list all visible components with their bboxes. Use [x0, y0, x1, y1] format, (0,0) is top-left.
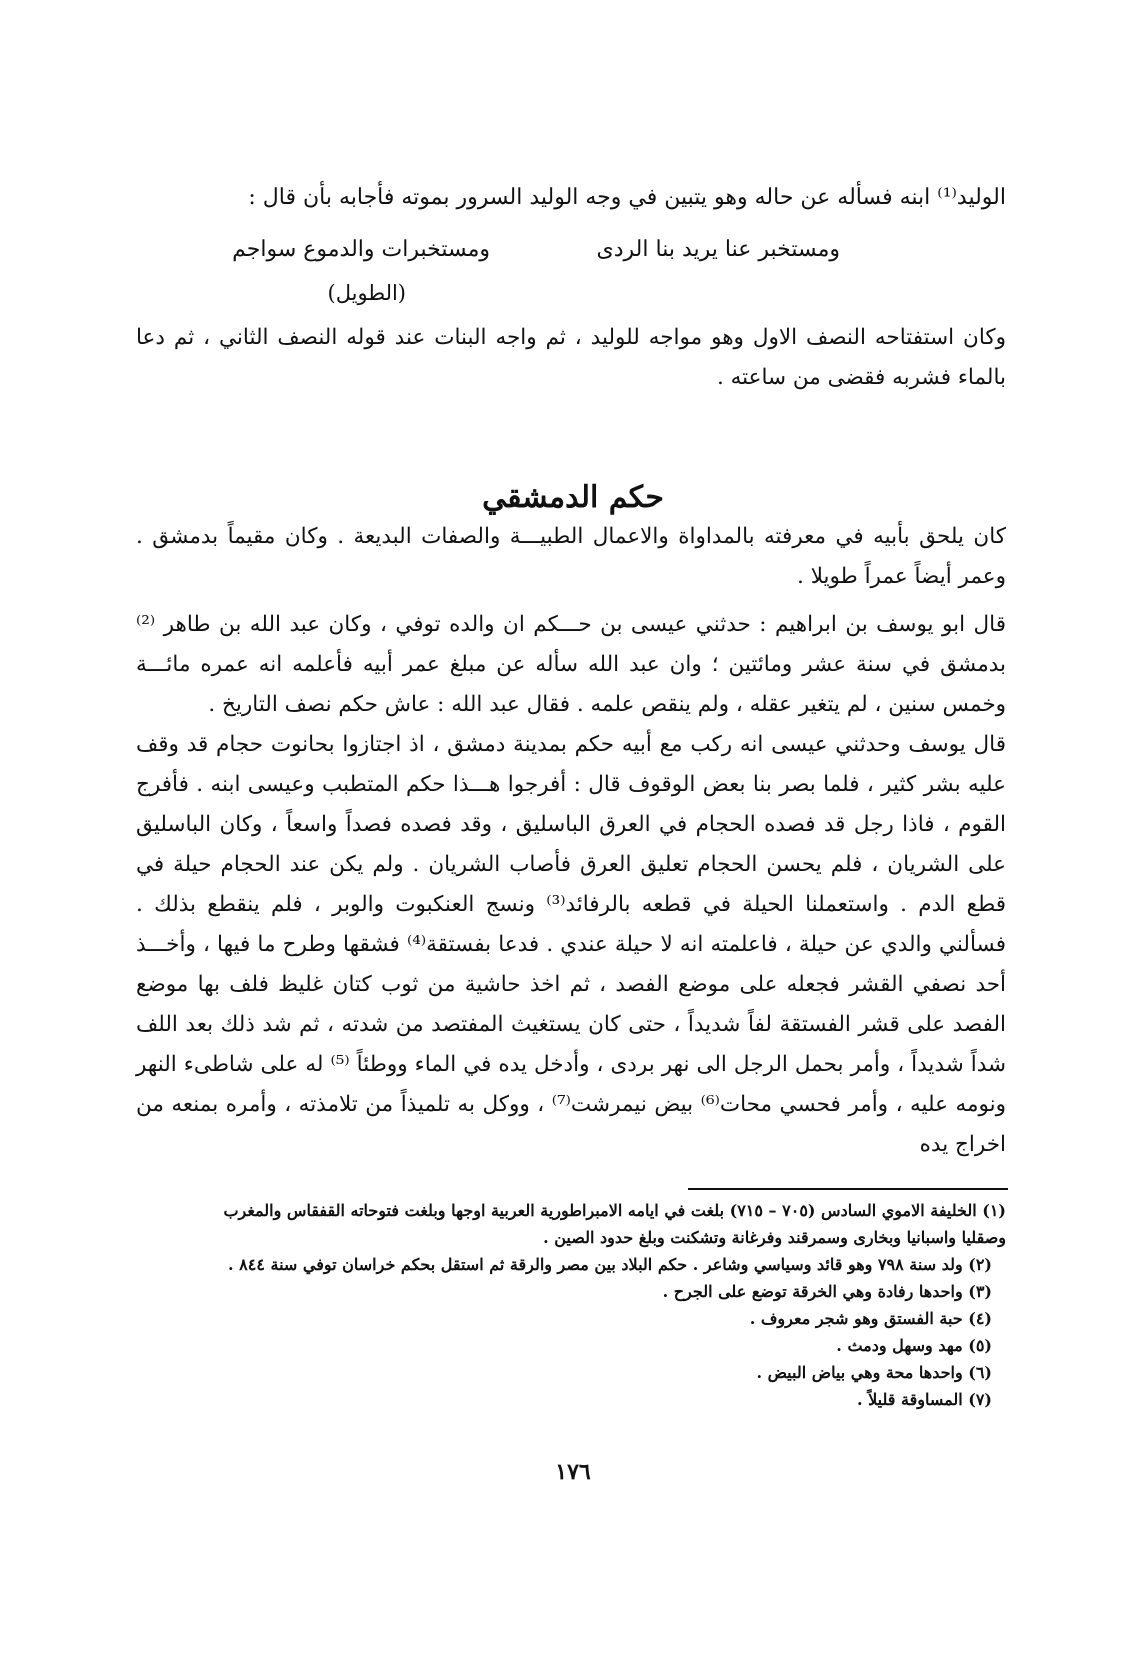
verse-meter: (الطويل) — [327, 281, 406, 305]
footnote-line: (١) الخليفة الاموي السادس (٧٠٥ – ٧١٥) بلغت في ايامه الامبراطورية العربية اوجها وبلغت فتوحاته القفقاس والمغرب — [223, 1201, 1006, 1220]
section-title: حكم الدمشقي — [482, 480, 664, 515]
verse-first-hemistich: ومستخبر عنا يريد بنا الردى — [596, 237, 840, 262]
opening-line: الوليد⁽¹⁾ ابنه فسأله عن حاله وهو يتبين في وجه الوليد السرور بموته فأجابه بأن قال : — [248, 185, 1006, 210]
verse-second-hemistich: ومستخبرات والدموع سواجم — [232, 237, 490, 262]
footnote-line: (٥) مهد وسهل ودمث . — [836, 1336, 992, 1355]
page-number: ١٧٦ — [555, 1459, 591, 1485]
footnote-line: (٣) واحدها رفادة وهي الخرقة توضع على الجرح . — [662, 1282, 992, 1301]
after-verse-paragraph: وكان استفتاحه النصف الاول وهو مواجه للوليد ، ثم واجه البنات عند قوله النصف الثاني ، ثم دعا بالماء فشربه فقضى من ساعته . — [136, 325, 1006, 390]
section-paragraph-1: كان يلحق بأبيه في معرفته بالمداواة والاعمال الطبيـــة والصفات البديعة . وكان مقيماً بدمشق . وعمر أيضاً عمراً طويلا . — [136, 524, 1006, 589]
footnote-separator — [688, 1188, 1008, 1190]
footnote-line: (٢) ولد سنة ٧٩٨ وهو قائد وسياسي وشاعر . حكم البلاد بين مصر والرقة ثم استقل بحكم خراسان توفي سنة ٨٤٤ . — [228, 1255, 992, 1274]
footnote-line: (٧) المساوقة قليلاً . — [856, 1390, 992, 1409]
footnotes — [126, 1197, 1006, 1413]
section-paragraph-2: قال ابو يوسف بن ابراهيم : حدثني عيسى بن حـــكم ان والده توفي ، وكان عبد الله بن طاهر ⁽²⁾ بدمشق في سنة عشر ومائتين ؛ وان عبد الله سأله عن مبلغ عمر أبيه فأعلمه انه عمره مائـــة وخمس سنين ، لم يتغير عقله ، ولم ينقص علمه . فقال عبد الله : عاش حكم نصف التاريخ . — [136, 612, 1006, 717]
footnote-line: (٤) حبة الفستق وهو شجر معروف . — [749, 1309, 992, 1328]
section-paragraph-3: قال يوسف وحدثني عيسى انه ركب مع أبيه حكم بمدينة دمشق ، اذ اجتازوا بحانوت حجام قد وقف عليه بشر كثير ، فلما بصر بنا بعض الوقوف قال : أفرجوا هـــذا حكم المتطبب وعيسى ابنه . فأفرج القوم ، فاذا رجل قد فصده الحجام في العرق الباسليق ، وقد فصده فصداً واسعاً ، وكان الباسليق على الشريان ، فلم يحسن الحجام تعليق العرق فأصاب الشريان . ولم يكن عند الحجام حيلة في قطع الدم . واستعملنا الحيلة في قطعه بالرفائد⁽³⁾ ونسج العنكبوت والوبر ، فلم ينقطع بذلك . فسألني والدي عن حيلة ، فاعلمته انه لا حيلة عندي . فدعا بفستقة⁽⁴⁾ فشقها وطرح ما فيها ، وأخـــذ أحد نصفي القشر فجعله على موضع الفصد ، ثم اخذ حاشية من ثوب كتان غليظ فلف بها موضع الفصد على قشر الفستقة لفاً شديداً ، حتى كان يستغيث المفتصد من شدته ، ثم شد ذلك بعد اللف شداً شديداً ، وأمر بحمل الرجل الى نهر بردى ، وأدخل يده في الماء ووطئاً ⁽⁵⁾ له على شاطىء النهر ونومه عليه ، وأمر فحسي محات⁽⁶⁾ بيض نيمرشت⁽⁷⁾ ، ووكل به تلميذاً من تلامذته ، وأمره بمنعه من اخراج يده — [136, 732, 1007, 1157]
footnote-line: وصقليا واسبانيا وبخارى وسمرقند وفرغانة وتشكنت وبلغ حدود الصين . — [543, 1228, 1006, 1247]
footnote-line: (٦) واحدها محة وهي بياض البيض . — [756, 1363, 992, 1382]
